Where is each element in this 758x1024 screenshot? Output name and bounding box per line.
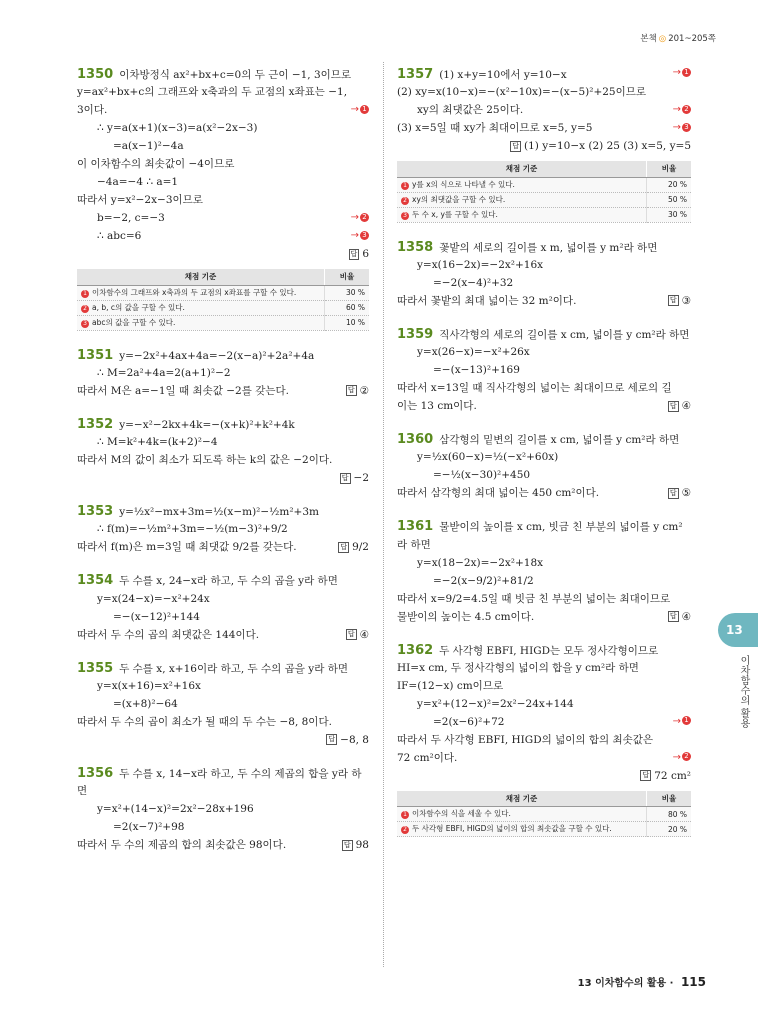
answer bbox=[77, 248, 369, 263]
answer-icon: 답 bbox=[347, 630, 355, 639]
problem-number: 1361 bbox=[397, 519, 434, 535]
left-column bbox=[77, 64, 369, 871]
solution-line bbox=[397, 240, 691, 256]
solution-line bbox=[77, 785, 369, 800]
solution-line bbox=[77, 680, 369, 695]
solution-line bbox=[77, 194, 369, 209]
answer-icon: 답 bbox=[343, 840, 351, 849]
page-range: 201~205쪽 bbox=[668, 34, 716, 44]
page-footer: 13 이차함수의 활용 · 115 bbox=[577, 975, 706, 989]
solution-line bbox=[77, 593, 369, 608]
line-text: 이차방정식 ax²+bx+c=0의 두 근이 −1, 3이므로 bbox=[119, 69, 352, 81]
solution-line bbox=[397, 346, 691, 361]
solution-line bbox=[77, 523, 369, 538]
problem-number: 1355 bbox=[77, 660, 114, 676]
answer-icon: 답 bbox=[341, 473, 349, 482]
problem-number: 1350 bbox=[77, 67, 114, 82]
arrow-icon: → bbox=[672, 751, 681, 763]
criteria-text: y를 x의 식으로 나타낼 수 있다. bbox=[412, 179, 515, 189]
line-text: (1) x+y=10에서 y=10−x bbox=[439, 69, 567, 81]
answer-value: 98 bbox=[355, 839, 369, 852]
solution-line bbox=[77, 839, 369, 854]
solution-line bbox=[397, 451, 691, 466]
header-criteria: 채점 기준 bbox=[397, 161, 647, 177]
chapter-tab: 13 bbox=[718, 613, 758, 647]
answer-icon: 답 bbox=[669, 488, 677, 497]
solution-line bbox=[397, 752, 691, 767]
solution-line bbox=[397, 295, 691, 310]
solution-line bbox=[77, 176, 369, 191]
line-text: 따라서 x=13일 때 직사각형의 넓이는 최대이므로 세로의 길 bbox=[397, 382, 672, 395]
answer bbox=[397, 770, 691, 785]
line-text: 두 수를 x, x+16이라 하고, 두 수의 곱을 y라 하면 bbox=[119, 662, 348, 675]
table-row bbox=[397, 207, 691, 222]
step-number: 1 bbox=[401, 182, 409, 190]
step-number: 1 bbox=[81, 290, 89, 298]
table-row bbox=[397, 177, 691, 192]
page-number: 115 bbox=[680, 975, 706, 989]
solution-line bbox=[77, 385, 369, 400]
arrow-icon: → bbox=[350, 230, 359, 242]
score-marker bbox=[673, 67, 691, 80]
answer-icon: 답 bbox=[669, 296, 677, 305]
solution-line bbox=[77, 367, 369, 382]
ratio-cell: 20 % bbox=[647, 822, 692, 837]
solution-line bbox=[77, 611, 369, 626]
solution-line bbox=[77, 348, 369, 364]
line-text: 따라서 x=9/2=4.5일 때 빗금 친 부분의 넓이는 최대이므로 bbox=[397, 592, 671, 605]
solution-line bbox=[77, 698, 369, 713]
answer-icon: 답 bbox=[350, 249, 358, 258]
solution-line bbox=[77, 230, 369, 245]
line-text: =−2(x−9/2)²+81/2 bbox=[433, 574, 534, 587]
step-number: 1 bbox=[682, 68, 691, 77]
solution-line bbox=[397, 539, 691, 554]
header-ratio: 비율 bbox=[647, 791, 692, 807]
answer bbox=[346, 385, 369, 398]
solution-line bbox=[77, 86, 369, 101]
criteria-text: 두 사각형 EBFI, HIGD의 넓이의 합의 최솟값을 구할 수 있다. bbox=[412, 824, 612, 834]
step-number: 2 bbox=[81, 305, 89, 313]
line-text: 물받이의 높이는 4.5 cm이다. bbox=[397, 610, 535, 623]
solution-line bbox=[77, 436, 369, 451]
line-text: 따라서 두 수의 곱의 최댓값은 144이다. bbox=[77, 628, 260, 641]
line-text: y=x(18−2x)=−2x²+18x bbox=[417, 556, 544, 569]
solution-line bbox=[77, 821, 369, 836]
line-text: −4a=−4 ∴ a=1 bbox=[97, 176, 179, 189]
problem-1362 bbox=[397, 643, 691, 838]
solution-line bbox=[397, 327, 691, 343]
criteria-cell bbox=[397, 207, 647, 222]
solution-line bbox=[397, 662, 691, 677]
problem-1352 bbox=[77, 417, 369, 487]
ratio-cell: 30 % bbox=[325, 285, 370, 300]
answer-icon: 답 bbox=[328, 735, 336, 744]
line-text: 두 수를 x, 14−x라 하고, 두 수의 제곱의 합을 y라 하 bbox=[119, 767, 362, 780]
solution-line bbox=[77, 122, 369, 137]
answer-icon: 답 bbox=[512, 141, 520, 150]
solution-line bbox=[397, 643, 691, 659]
answer-value: −8, 8 bbox=[340, 733, 369, 746]
solution-line bbox=[397, 104, 691, 119]
line-text: (3) x=5일 때 xy가 최대이므로 x=5, y=5 bbox=[397, 122, 593, 135]
answer bbox=[668, 295, 691, 308]
criteria-cell bbox=[397, 807, 647, 822]
line-text: =−½(x−30)²+450 bbox=[433, 469, 531, 482]
problem-1351 bbox=[77, 348, 369, 400]
score-marker bbox=[673, 752, 691, 765]
criteria-text: abc의 값을 구할 수 있다. bbox=[92, 317, 176, 327]
solution-line bbox=[397, 519, 691, 535]
line-text: 삼각형의 밑변의 길이를 x cm, 넓이를 y cm²라 하면 bbox=[439, 434, 680, 447]
answer bbox=[338, 541, 369, 554]
problem-1356 bbox=[77, 766, 369, 854]
score-marker bbox=[673, 716, 691, 729]
solution-line bbox=[77, 716, 369, 731]
solution-line bbox=[77, 766, 369, 782]
right-column bbox=[397, 64, 691, 854]
line-text: y=x(16−2x)=−2x²+16x bbox=[417, 258, 544, 271]
line-text: HI=x cm, 두 정사각형의 넓이의 합을 y cm²라 하면 bbox=[397, 661, 639, 674]
line-text: y=−2x²+4ax+4a=−2(x−a)²+2a²+4a bbox=[119, 349, 315, 362]
problem-number: 1358 bbox=[397, 239, 434, 255]
line-text: y=x(26−x)=−x²+26x bbox=[417, 346, 530, 359]
column-divider bbox=[383, 62, 384, 967]
solution-line bbox=[77, 629, 369, 644]
line-text: 꽃밭의 세로의 길이를 x m, 넓이를 y m²라 하면 bbox=[439, 241, 658, 254]
criteria-text: 두 수 x, y를 구할 수 있다. bbox=[412, 209, 498, 219]
line-text: 따라서 M은 a=−1일 때 최솟값 −2를 갖는다. bbox=[77, 384, 289, 397]
line-text: y=½x²−mx+3m=½(x−m)²−½m²+3m bbox=[119, 506, 319, 519]
ratio-cell: 10 % bbox=[325, 315, 370, 330]
bullet-icon: ◎ bbox=[658, 34, 667, 44]
answer bbox=[346, 629, 369, 642]
solution-line bbox=[77, 661, 369, 677]
answer-value: (1) y=10−x (2) 25 (3) x=5, y=5 bbox=[524, 140, 691, 153]
line-text: y=ax²+bx+c의 그래프와 x축과의 두 교점의 x좌표는 −1, bbox=[77, 86, 348, 99]
line-text: =2(x−7)²+98 bbox=[113, 821, 185, 834]
problem-1357 bbox=[397, 67, 691, 223]
line-text: =(x+8)²−64 bbox=[113, 697, 178, 710]
solution-line bbox=[397, 86, 691, 101]
line-text: IF=(12−x) cm이므로 bbox=[397, 679, 504, 692]
line-text: =−(x−12)²+144 bbox=[113, 610, 200, 623]
solution-line bbox=[397, 259, 691, 274]
line-text: ∴ abc=6 bbox=[97, 230, 142, 243]
arrow-icon: → bbox=[672, 104, 681, 116]
table-row bbox=[397, 807, 691, 822]
table-row bbox=[397, 822, 691, 837]
answer-value: ④ bbox=[681, 400, 691, 413]
solution-line bbox=[397, 400, 691, 415]
criteria-cell bbox=[397, 822, 647, 837]
step-number: 3 bbox=[682, 123, 691, 132]
line-text: 면 bbox=[77, 785, 88, 798]
problem-number: 1352 bbox=[77, 416, 114, 432]
criteria-cell bbox=[77, 285, 325, 300]
answer-value: 6 bbox=[362, 248, 369, 261]
solution-line bbox=[397, 611, 691, 626]
arrow-icon: → bbox=[672, 67, 681, 78]
criteria-text: 이차함수의 그래프와 x축과의 두 교점의 x좌표를 구할 수 있다. bbox=[92, 287, 297, 297]
book-label: 본책 bbox=[640, 34, 657, 44]
answer-icon: 답 bbox=[669, 401, 677, 410]
answer bbox=[397, 140, 691, 155]
line-text: ∴ y=a(x+1)(x−3)=a(x²−2x−3) bbox=[97, 122, 258, 135]
scoring-table bbox=[77, 269, 369, 330]
solution-line bbox=[397, 364, 691, 379]
solution-line bbox=[77, 212, 369, 227]
solution-line bbox=[77, 158, 369, 173]
line-text: b=−2, c=−3 bbox=[97, 212, 165, 225]
problem-number: 1351 bbox=[77, 347, 114, 363]
answer-icon: 답 bbox=[347, 386, 355, 395]
line-text: 따라서 두 사각형 EBFI, HIGD의 넓이의 합의 최솟값은 bbox=[397, 733, 654, 746]
ratio-cell: 30 % bbox=[647, 207, 692, 222]
problem-number: 1360 bbox=[397, 432, 434, 448]
ratio-cell: 20 % bbox=[647, 177, 692, 192]
score-marker bbox=[351, 230, 369, 243]
answer-value: 72 cm² bbox=[654, 769, 691, 782]
answer-value: ④ bbox=[681, 610, 691, 623]
step-number: 2 bbox=[682, 752, 691, 761]
line-text: 두 수를 x, 24−x라 하고, 두 수의 곱을 y라 하면 bbox=[119, 575, 338, 588]
problem-1354 bbox=[77, 573, 369, 643]
header-criteria: 채점 기준 bbox=[397, 791, 647, 807]
line-text: y=x²+(12−x)²=2x²−24x+144 bbox=[417, 697, 574, 710]
answer bbox=[668, 400, 691, 413]
line-text: 따라서 M의 값이 최소가 되도록 하는 k의 값은 −2이다. bbox=[77, 454, 333, 467]
answer bbox=[668, 611, 691, 624]
problem-number: 1362 bbox=[397, 642, 434, 658]
line-text: =−2(x−4)²+32 bbox=[433, 276, 514, 289]
step-number: 1 bbox=[401, 811, 409, 819]
problem-1350 bbox=[77, 67, 369, 331]
criteria-cell bbox=[77, 315, 325, 330]
line-text: ∴ f(m)=−½m²+3m=−½(m−3)²+9/2 bbox=[97, 523, 288, 536]
solution-line bbox=[397, 277, 691, 292]
step-number: 1 bbox=[682, 716, 691, 725]
solution-line bbox=[77, 541, 369, 556]
line-text: y=x(24−x)=−x²+24x bbox=[97, 592, 210, 605]
solution-line bbox=[77, 573, 369, 589]
line-text: 직사각형의 세로의 길이를 x cm, 넓이를 y cm²라 하면 bbox=[439, 328, 690, 341]
solution-line bbox=[77, 140, 369, 155]
arrow-icon: → bbox=[672, 715, 681, 727]
score-marker bbox=[673, 122, 691, 135]
score-marker bbox=[673, 104, 691, 117]
line-text: ∴ M=2a²+4a=2(a+1)²−2 bbox=[97, 366, 231, 379]
line-text: y=x²+(14−x)²=2x²−28x+196 bbox=[97, 803, 254, 816]
answer-value: ② bbox=[359, 384, 369, 397]
line-text: y=−x²−2kx+4k=−(x+k)²+k²+4k bbox=[119, 418, 295, 431]
line-text: 따라서 두 수의 곱이 최소가 될 때의 두 수는 −8, 8이다. bbox=[77, 715, 332, 728]
answer-icon: 답 bbox=[340, 542, 348, 551]
header-ratio: 비율 bbox=[647, 161, 692, 177]
line-text: 이는 13 cm이다. bbox=[397, 400, 477, 413]
answer bbox=[77, 734, 369, 749]
solution-line bbox=[77, 803, 369, 818]
line-text: 두 사각형 EBFI, HIGD는 모두 정사각형이므로 bbox=[439, 644, 659, 657]
step-number: 2 bbox=[360, 213, 369, 222]
header-ratio: 비율 bbox=[325, 269, 370, 285]
problem-1355 bbox=[77, 661, 369, 749]
solution-line bbox=[397, 734, 691, 749]
score-marker bbox=[351, 104, 369, 117]
scoring-table bbox=[397, 791, 691, 837]
answer-value: 9/2 bbox=[352, 541, 369, 554]
problem-1361 bbox=[397, 519, 691, 625]
arrow-icon: → bbox=[350, 212, 359, 224]
line-text: xy의 최댓값은 25이다. bbox=[417, 104, 524, 117]
line-text: =2(x−6)²+72 bbox=[433, 715, 505, 728]
chapter-side-title: 이차함수의 활용 bbox=[738, 655, 749, 729]
step-number: 3 bbox=[401, 212, 409, 220]
header-criteria: 채점 기준 bbox=[77, 269, 325, 285]
step-number: 2 bbox=[401, 826, 409, 834]
table-header-row bbox=[77, 269, 369, 285]
problem-1359 bbox=[397, 327, 691, 415]
line-text: 72 cm²이다. bbox=[397, 751, 458, 764]
line-text: y=½x(60−x)=½(−x²+60x) bbox=[417, 451, 559, 464]
solution-line bbox=[397, 67, 691, 83]
solution-line bbox=[77, 504, 369, 520]
line-text: 이 이차함수의 최솟값이 −4이므로 bbox=[77, 158, 235, 171]
solution-line bbox=[397, 698, 691, 713]
step-number: 3 bbox=[360, 231, 369, 240]
criteria-text: a, b, c의 값을 구할 수 있다. bbox=[92, 302, 185, 312]
answer-icon: 답 bbox=[669, 612, 677, 621]
problem-number: 1353 bbox=[77, 504, 114, 520]
solution-line bbox=[397, 593, 691, 608]
line-text: =−(x−13)²+169 bbox=[433, 364, 520, 377]
problem-number: 1354 bbox=[77, 573, 114, 589]
answer-value: ③ bbox=[681, 294, 691, 307]
table-row bbox=[397, 192, 691, 207]
solution-line bbox=[77, 417, 369, 433]
problem-1360 bbox=[397, 432, 691, 502]
solution-line bbox=[77, 67, 369, 83]
table-row bbox=[77, 315, 369, 330]
ratio-cell: 60 % bbox=[325, 300, 370, 315]
line-text: 물받이의 높이를 x cm, 빗금 친 부분의 넓이를 y cm² bbox=[439, 521, 683, 534]
page-header bbox=[640, 34, 716, 45]
solution-line bbox=[397, 382, 691, 397]
table-header-row bbox=[397, 161, 691, 177]
arrow-icon: → bbox=[672, 122, 681, 134]
criteria-text: xy의 최댓값을 구할 수 있다. bbox=[412, 194, 506, 204]
criteria-cell bbox=[77, 300, 325, 315]
criteria-cell bbox=[397, 192, 647, 207]
table-header-row bbox=[397, 791, 691, 807]
solution-line bbox=[77, 454, 369, 469]
line-text: 따라서 f(m)은 m=3일 때 최댓값 9/2를 갖는다. bbox=[77, 541, 297, 554]
step-number: 2 bbox=[401, 197, 409, 205]
line-text: 따라서 y=x²−2x−3이므로 bbox=[77, 194, 203, 207]
table-row bbox=[77, 285, 369, 300]
score-marker bbox=[351, 212, 369, 225]
solution-line bbox=[397, 122, 691, 137]
line-text: 3이다. bbox=[77, 104, 108, 117]
line-text: 따라서 꽃밭의 최대 넓이는 32 m²이다. bbox=[397, 294, 577, 307]
table-row bbox=[77, 300, 369, 315]
line-text: 라 하면 bbox=[397, 538, 431, 551]
line-text: 따라서 두 수의 제곱의 합의 최솟값은 98이다. bbox=[77, 839, 287, 852]
answer bbox=[668, 487, 691, 500]
solution-line bbox=[77, 104, 369, 119]
criteria-text: 이차함수의 식을 세울 수 있다. bbox=[412, 809, 511, 819]
solution-line bbox=[397, 680, 691, 695]
answer-value: −2 bbox=[353, 472, 369, 485]
solution-line bbox=[397, 575, 691, 590]
line-text: =a(x−1)²−4a bbox=[113, 140, 184, 153]
scoring-table bbox=[397, 161, 691, 222]
problem-1353 bbox=[77, 504, 369, 556]
problem-number: 1357 bbox=[397, 67, 434, 82]
solution-line bbox=[397, 716, 691, 731]
problem-1358 bbox=[397, 240, 691, 310]
solution-line bbox=[397, 469, 691, 484]
line-text: y=x(x+16)=x²+16x bbox=[97, 679, 201, 692]
ratio-cell: 50 % bbox=[647, 192, 692, 207]
step-number: 1 bbox=[360, 105, 369, 114]
answer-icon: 답 bbox=[642, 771, 650, 780]
step-number: 3 bbox=[81, 320, 89, 328]
line-text: (2) xy=x(10−x)=−(x²−10x)=−(x−5)²+25이므로 bbox=[397, 86, 647, 99]
line-text: ∴ M=k²+4k=(k+2)²−4 bbox=[97, 436, 218, 449]
problem-number: 1359 bbox=[397, 326, 434, 342]
answer-value: ⑤ bbox=[681, 487, 691, 500]
footer-chapter: 13 이차함수의 활용 bbox=[577, 978, 667, 989]
answer bbox=[342, 839, 369, 852]
problem-number: 1356 bbox=[77, 765, 114, 781]
solution-line bbox=[397, 487, 691, 502]
answer bbox=[77, 472, 369, 487]
answer-value: ④ bbox=[359, 628, 369, 641]
criteria-cell bbox=[397, 177, 647, 192]
solution-line bbox=[397, 432, 691, 448]
arrow-icon: → bbox=[350, 104, 359, 116]
solution-line bbox=[397, 557, 691, 572]
ratio-cell: 80 % bbox=[647, 807, 692, 822]
step-number: 2 bbox=[682, 105, 691, 114]
line-text: 따라서 삼각형의 최대 넓이는 450 cm²이다. bbox=[397, 487, 600, 500]
